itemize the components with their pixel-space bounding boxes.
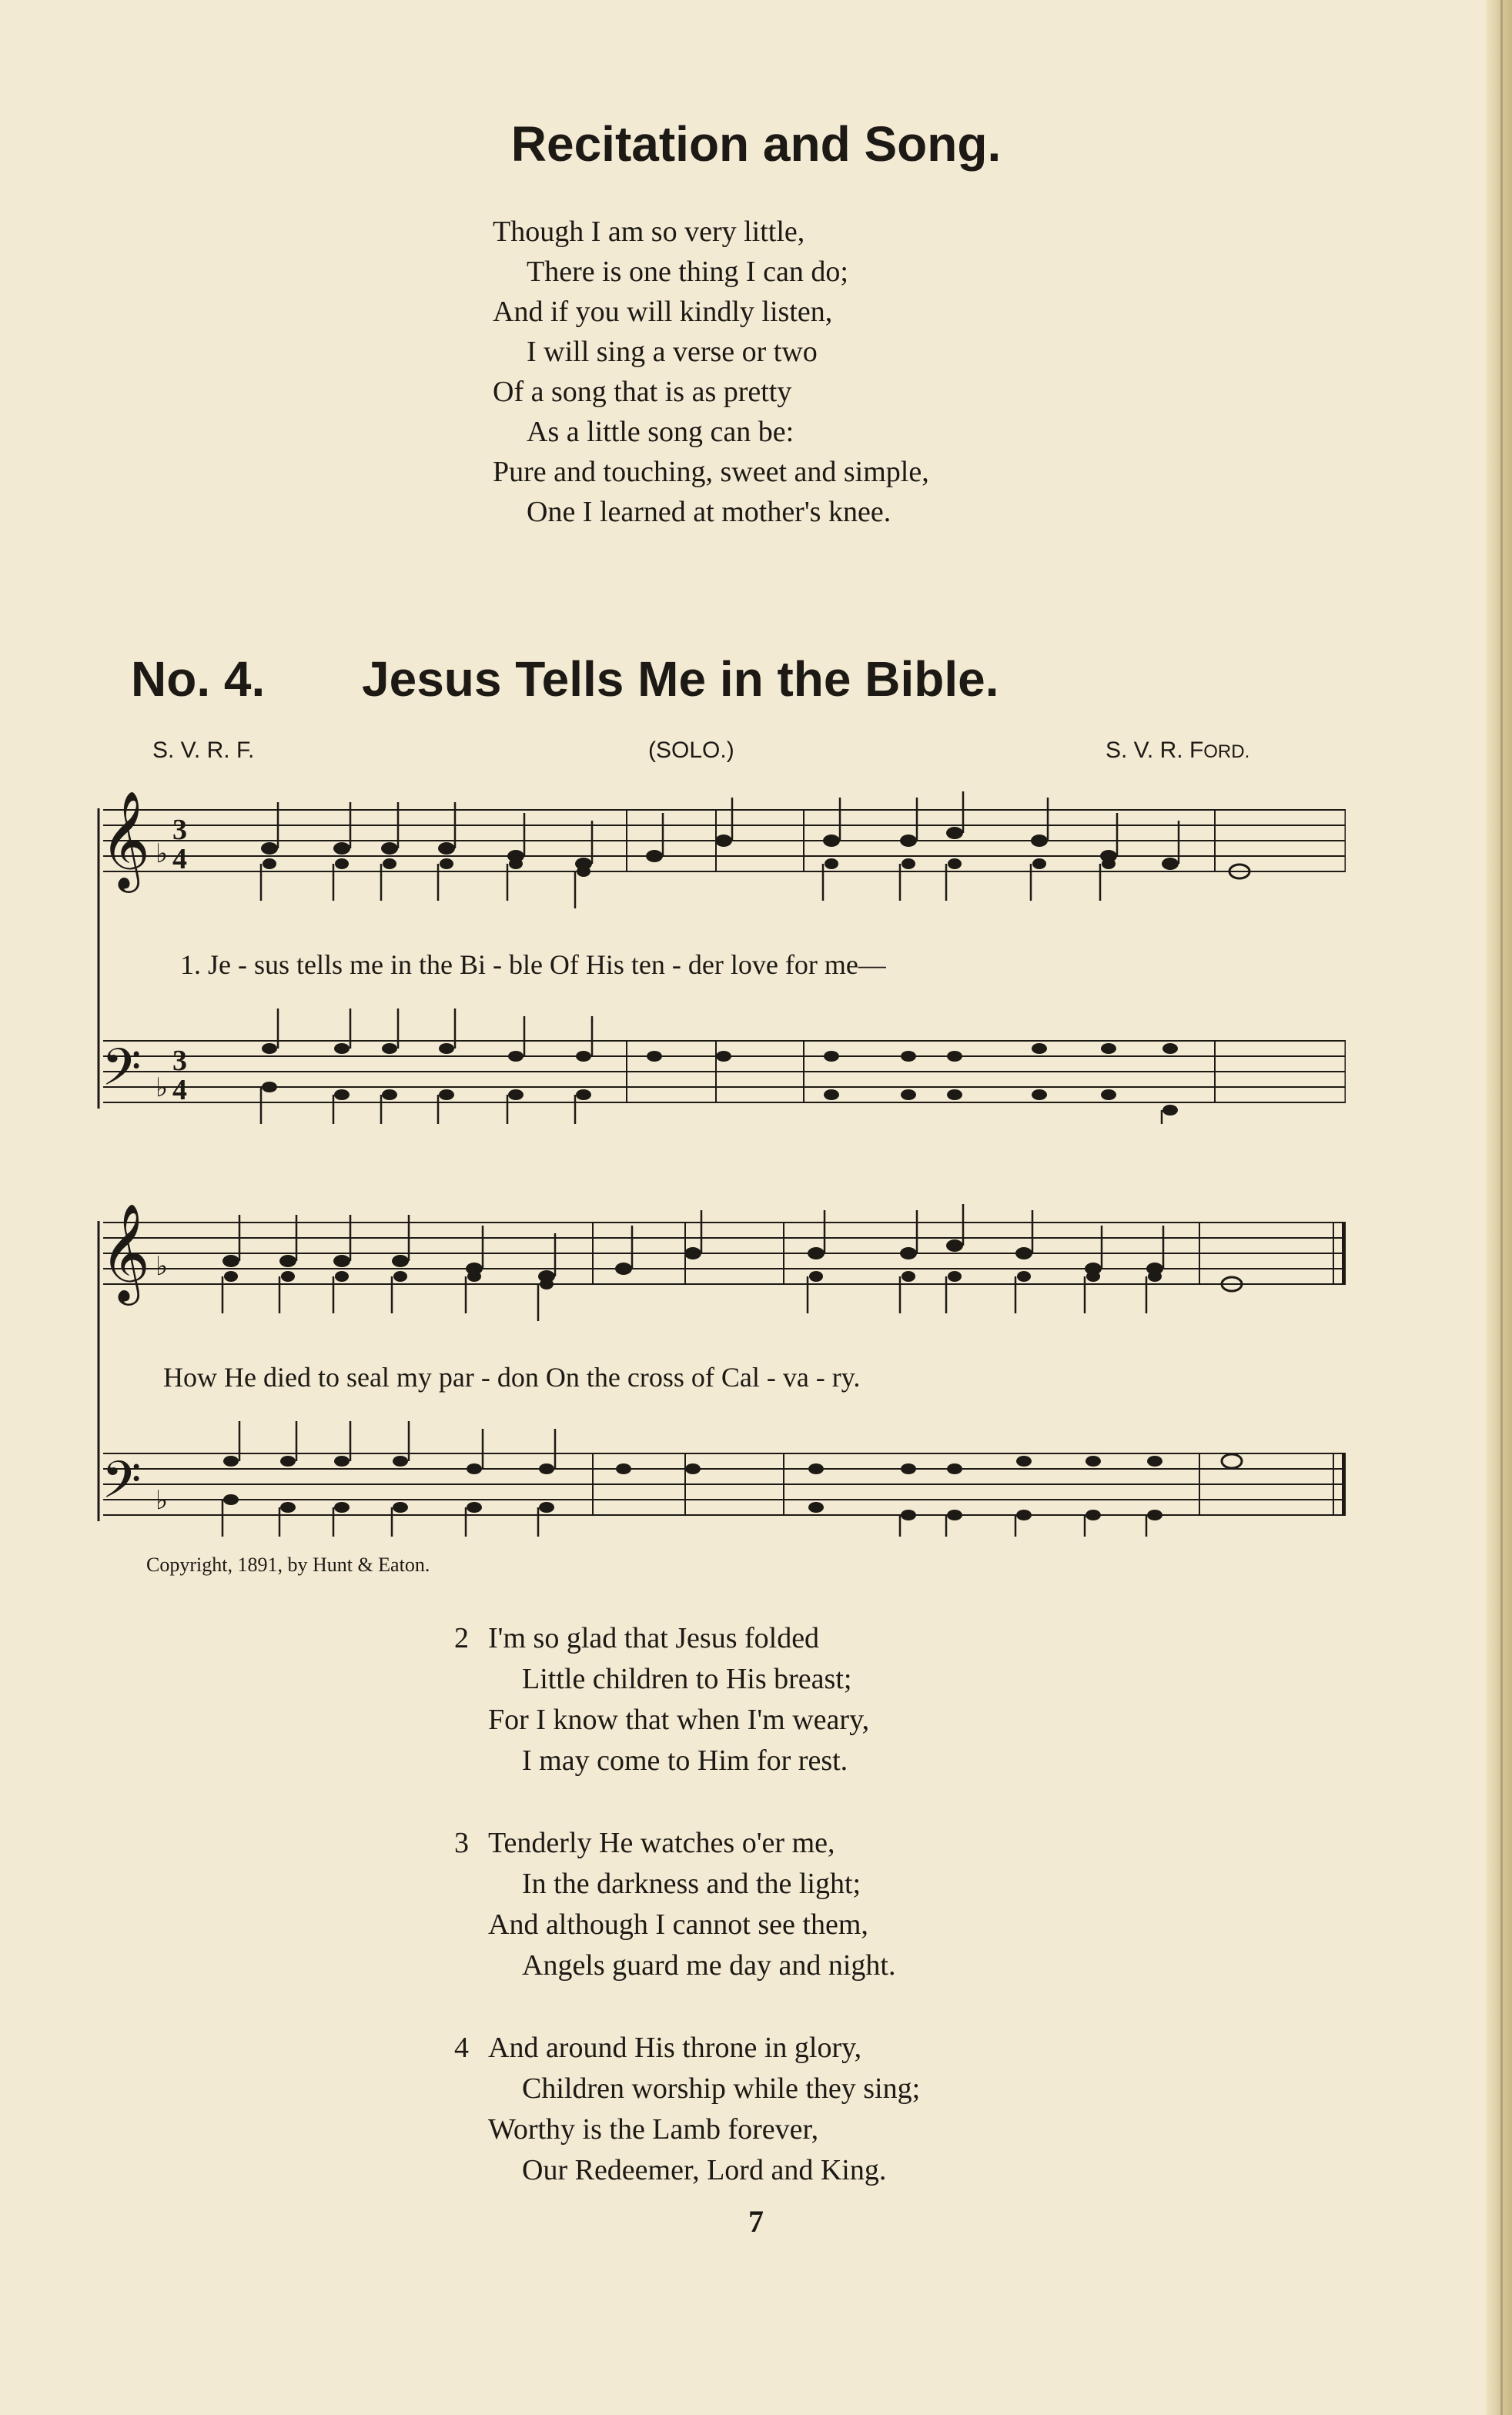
- svg-text:3: 3: [172, 814, 187, 846]
- song-title: Jesus Tells Me in the Bible.: [362, 651, 999, 707]
- page-edge-line: [1500, 0, 1503, 2415]
- poem-line: One I learned at mother's knee.: [527, 496, 891, 528]
- song-heading: [131, 651, 1286, 707]
- svg-text:♭: ♭: [156, 838, 169, 869]
- recitation-title: Recitation and Song.: [510, 116, 1002, 172]
- poem-line: Pure and touching, sweet and simple,: [493, 456, 929, 488]
- recitation-poem: [493, 212, 929, 532]
- composer-credit: [1106, 738, 1249, 764]
- poem-line: There is one thing I can do;: [527, 256, 848, 288]
- verse-line: And although I cannot see them,: [488, 1908, 868, 1941]
- verse-line: Our Redeemer, Lord and King.: [522, 2154, 887, 2186]
- verse-line: Children worship while they sing;: [522, 2072, 921, 2105]
- music-system-2: [91, 1198, 1346, 1537]
- verse-number: 4: [454, 2032, 469, 2064]
- composer-name-smallcaps: ORD.: [1203, 741, 1250, 762]
- svg-text:𝄢: 𝄢: [102, 1450, 142, 1522]
- poem-line: Of a song that is as pretty: [493, 376, 792, 408]
- song-number: No. 4.: [131, 651, 266, 707]
- composer-name: S. V. R. F: [1106, 738, 1204, 763]
- lyric-line-2: How He died to seal my par - don On the cross of Cal - va - ry.: [163, 1362, 861, 1393]
- page-edge: [1486, 0, 1512, 2415]
- svg-text:♭: ♭: [156, 1251, 169, 1282]
- svg-text:𝄞: 𝄞: [100, 790, 151, 888]
- svg-text:♭: ♭: [156, 1485, 169, 1516]
- verse-line: And around His throne in glory,: [488, 2032, 862, 2064]
- verse-2: [454, 1618, 869, 1781]
- lyricist-credit: S. V. R. F.: [152, 738, 255, 763]
- verse-line: For I know that when I'm weary,: [488, 1704, 870, 1736]
- svg-text:♭: ♭: [156, 1072, 169, 1103]
- verse-line: In the darkness and the light;: [522, 1868, 861, 1900]
- poem-line: I will sing a verse or two: [527, 336, 818, 368]
- verse-line: Angels guard me day and night.: [522, 1949, 896, 1982]
- verse-number: 2: [454, 1622, 469, 1654]
- verse-line: Worthy is the Lamb forever,: [488, 2113, 819, 2146]
- lyric-line-1: 1. Je - sus tells me in the Bi - ble Of His ten - der love for me—: [180, 949, 886, 980]
- verse-4: [454, 2028, 920, 2191]
- verse-number: 3: [454, 1827, 469, 1859]
- copyright-notice: Copyright, 1891, by Hunt & Eaton.: [146, 1554, 430, 1576]
- poem-line: As a little song can be:: [527, 416, 794, 448]
- verse-line: Little children to His breast;: [522, 1663, 852, 1695]
- svg-text:3: 3: [172, 1045, 187, 1077]
- svg-text:𝄢: 𝄢: [102, 1038, 142, 1109]
- verse-line: Tenderly He watches o'er me,: [488, 1827, 835, 1859]
- svg-text:𝄞: 𝄞: [100, 1202, 151, 1301]
- svg-text:4: 4: [172, 843, 187, 875]
- poem-line: Though I am so very little,: [493, 216, 805, 248]
- page-number: 7: [748, 2204, 764, 2239]
- svg-text:4: 4: [172, 1074, 187, 1106]
- performance-note: (SOLO.): [648, 738, 734, 763]
- verse-3: [454, 1823, 895, 1986]
- verse-line: I'm so glad that Jesus folded: [488, 1622, 820, 1654]
- verse-line: I may come to Him for rest.: [522, 1744, 848, 1777]
- poem-line: And if you will kindly listen,: [493, 296, 833, 328]
- music-system-1: [91, 785, 1346, 1124]
